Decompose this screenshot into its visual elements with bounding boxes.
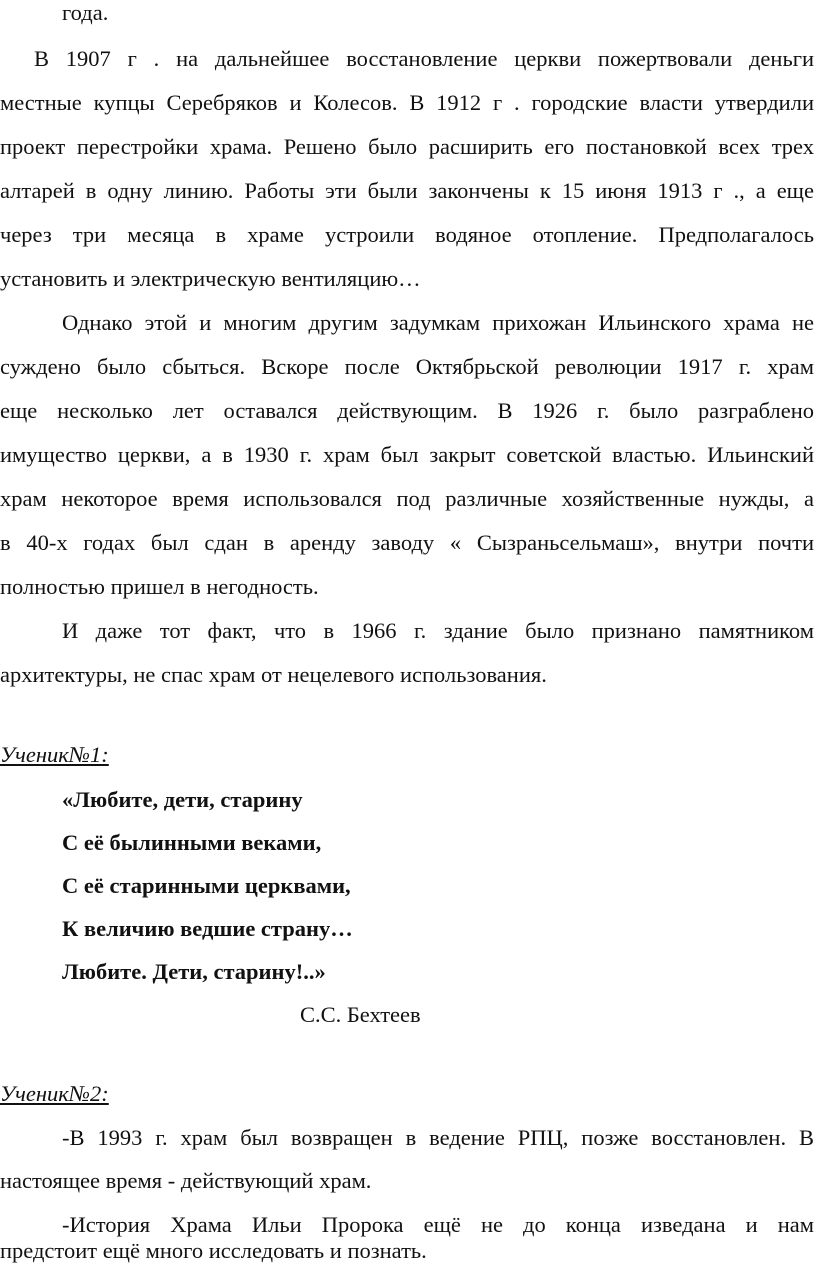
text-line: архитектуры, не спас храм от нецелевого использования. (0, 662, 547, 687)
text-line: через три месяца в храме устроили водяное отопление. Предполагалось (0, 222, 814, 247)
text-line: В 1907 г . на дальнейшее восстановление церкви пожертвовали деньги (34, 46, 814, 71)
poem-author: С.С. Бехтеев (300, 1002, 421, 1027)
text-line: -История Храма Ильи Пророка ещё не до конца изведана и нам (62, 1212, 814, 1237)
text-line: еще несколько лет оставался действующим. В 1926 г. было разграблено (0, 398, 814, 423)
text-line: полностью пришел в негодность. (0, 574, 319, 599)
text-line: установить и электрическую вентиляцию… (0, 266, 421, 291)
text-line: И даже тот факт, что в 1966 г. здание было признано памятником (62, 618, 814, 643)
poem-line: Любите. Дети, старину!..» (62, 959, 326, 984)
text-line: настоящее время - действующий храм. (0, 1168, 372, 1193)
poem-line: С её былинными веками, (62, 830, 322, 855)
text-line: суждено было сбыться. Вскоре после Октябрьской революции 1917 г. храм (0, 354, 814, 379)
text-line: местные купцы Серебряков и Колесов. В 1912 г . городские власти утвердили (0, 90, 814, 115)
text-line: Однако этой и многим другим задумкам прихожан Ильинского храма не (62, 310, 814, 335)
text-line: имущество церкви, а в 1930 г. храм был закрыт советской властью. Ильинский (0, 442, 814, 467)
student-1-label: Ученик№1: (0, 742, 109, 767)
text-line: в 40-х годах был сдан в аренду заводу « Сызраньсельмаш», внутри почти (0, 530, 814, 555)
poem-line: С её старинными церквами, (62, 873, 351, 898)
text-line: алтарей в одну линию. Работы эти были закончены к 15 июня 1913 г ., а еще (0, 178, 814, 203)
text-line: храм некоторое время использовался под различные хозяйственные нужды, а (0, 486, 814, 511)
text-line: предстоит ещё много исследовать и познать. (0, 1238, 427, 1263)
student-2-label: Ученик№2: (0, 1081, 109, 1106)
text-line: года. (62, 0, 109, 25)
text-line: проект перестройки храма. Решено было расширить его постановкой всех трех (0, 134, 814, 159)
poem-line: К величию ведшие страну… (62, 916, 353, 941)
poem-line: «Любите, дети, старину (62, 787, 303, 812)
text-line: -В 1993 г. храм был возвращен в ведение РПЦ, позже восстановлен. В (62, 1125, 814, 1150)
